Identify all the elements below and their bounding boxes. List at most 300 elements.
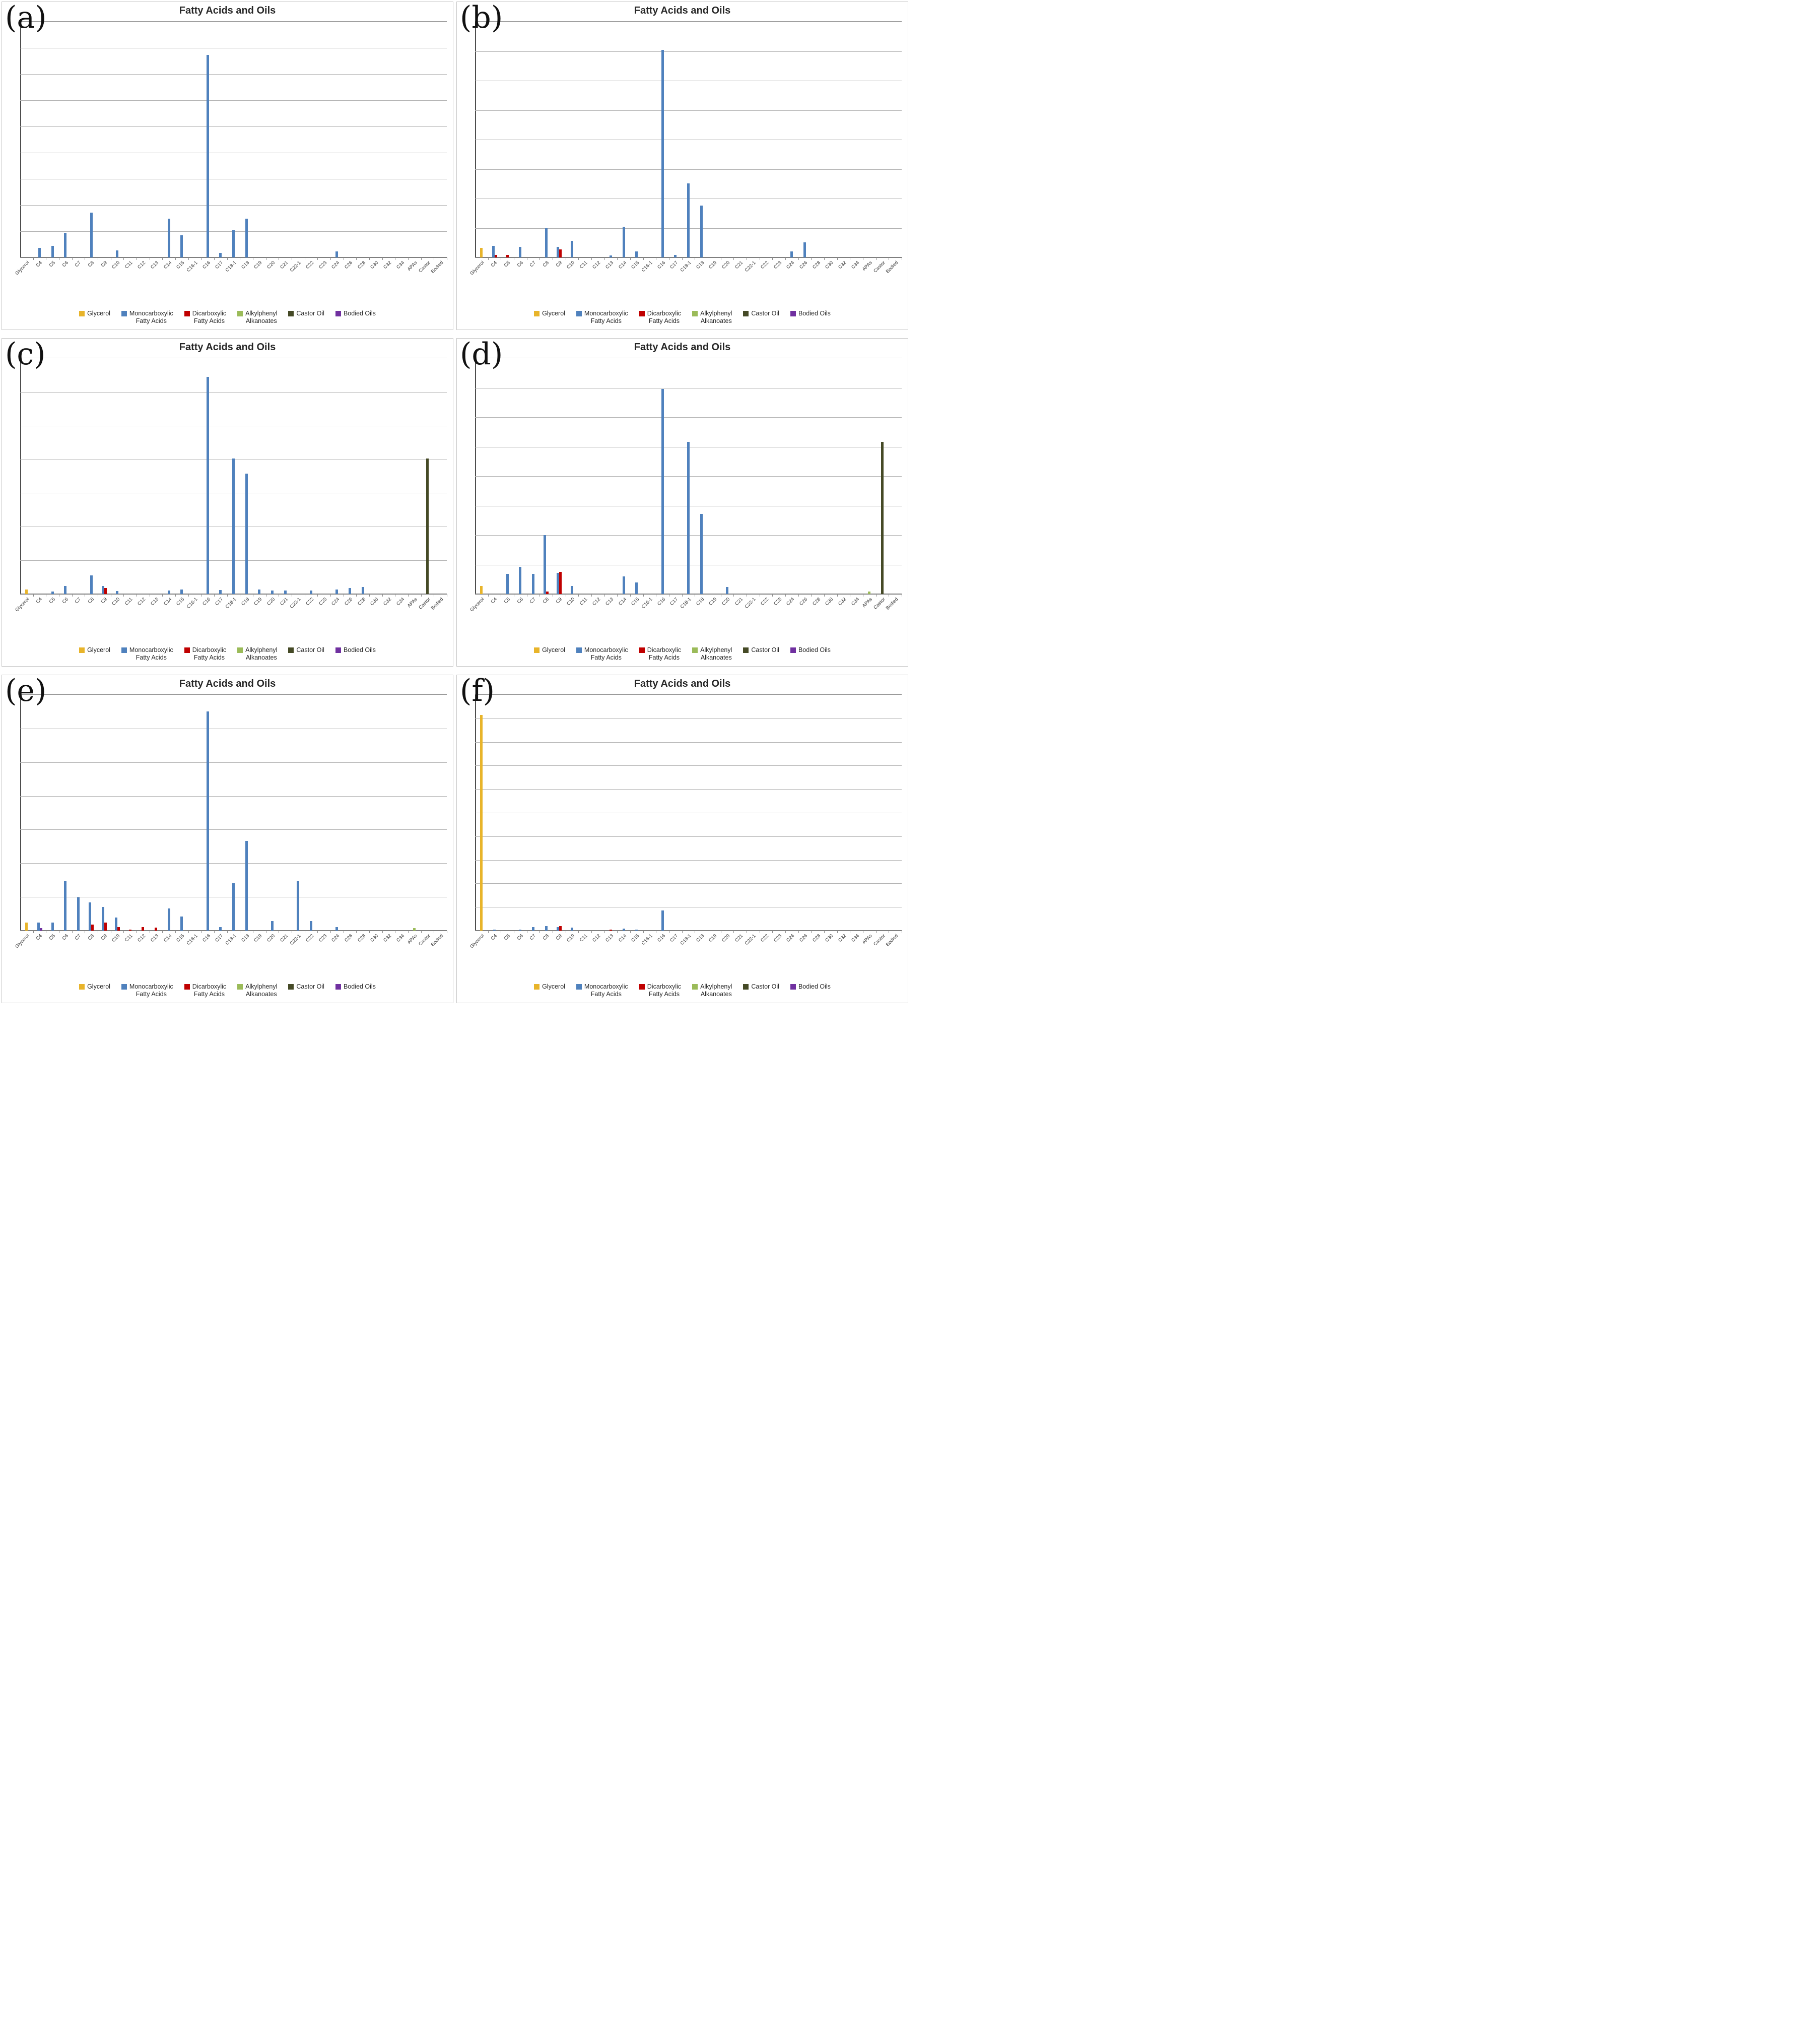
legend-label: Dicarboxylic Fatty Acids (192, 646, 227, 662)
bar-monocarboxylic-C26 (803, 242, 806, 257)
legend-label: Monocarboxylic Fatty Acids (129, 309, 173, 325)
x-tick-label-text: C18 (240, 597, 250, 607)
bar-monocarboxylic-C16 (661, 910, 664, 931)
x-tick-label-text: C34 (850, 597, 860, 607)
legend-label: Bodied Oils (798, 309, 831, 317)
chart-legend (2, 646, 453, 662)
legend-swatch-icon (288, 984, 294, 990)
bar-monocarboxylic-C22 (310, 591, 312, 594)
bar-monocarboxylic-C10 (571, 928, 573, 931)
legend-label: Alkylphenyl Alkanoates (700, 646, 732, 662)
panel-letter-label: (a) (5, 2, 47, 35)
bar-monocarboxylic-C15 (180, 590, 183, 594)
gridline (475, 883, 902, 884)
legend-swatch-icon (534, 647, 540, 653)
bar-glycerol-Glycerol (480, 586, 483, 594)
x-tick-label-text: APAs (861, 933, 873, 946)
bar-castor-Castor (881, 442, 884, 594)
x-tick-label-text: C32 (382, 260, 393, 271)
bar-monocarboxylic-C18 (245, 474, 248, 594)
plot-area (475, 358, 902, 594)
gridline (475, 836, 902, 837)
x-tick-label-text: C15 (630, 597, 641, 607)
legend-item (790, 983, 831, 991)
legend-label: Monocarboxylic Fatty Acids (584, 309, 628, 325)
legend-item (743, 983, 779, 991)
x-tick-label-text: C5 (48, 597, 56, 605)
x-tick-label-text: C16-1 (640, 597, 654, 610)
legend-item (790, 646, 831, 655)
x-tick-label-text: C18-1 (224, 597, 238, 610)
legend-swatch-icon (790, 311, 796, 316)
legend-item (79, 983, 110, 991)
bar-monocarboxylic-C20 (271, 591, 274, 594)
x-tick-label-text: C22-1 (744, 597, 757, 610)
legend-item (692, 646, 732, 662)
bar-monocarboxylic-C17 (219, 927, 222, 931)
gridline (20, 100, 447, 101)
chart-legend (457, 310, 908, 325)
bar-alkylphenyl-APAs (868, 592, 870, 594)
legend-swatch-icon (692, 311, 698, 316)
bar-monocarboxylic-C18-1 (687, 442, 690, 594)
x-tick-label-text: C5 (48, 933, 56, 942)
legend-label: Dicarboxylic Fatty Acids (647, 983, 682, 998)
legend-swatch-icon (743, 311, 749, 316)
x-tick-label-text: C26 (798, 933, 809, 944)
bar-monocarboxylic-C18-1 (232, 459, 235, 594)
bar-monocarboxylic-C19 (258, 590, 260, 594)
x-tick-label-text: C10 (111, 933, 121, 944)
x-tick-label-text: C20 (266, 260, 277, 271)
x-tick-label-text: C6 (61, 597, 70, 605)
gridline (20, 762, 447, 763)
chart-panel (2, 338, 453, 667)
x-tick-label-text: Bodied (430, 260, 444, 275)
legend-item (743, 310, 779, 318)
legend-swatch-icon (184, 984, 190, 990)
x-tick-label-text: APAs (406, 260, 419, 273)
bar-dicarboxylic-C9 (559, 249, 562, 257)
x-tick-label-text: C7 (74, 933, 83, 942)
legend-swatch-icon (639, 984, 645, 990)
x-tick-label-text: C19 (253, 597, 263, 607)
legend-item (184, 983, 226, 999)
legend-label: Bodied Oils (343, 983, 376, 990)
x-tick-label-text: C18-1 (679, 597, 693, 610)
legend-item (288, 310, 324, 318)
x-tick-label-text: C22 (760, 260, 770, 271)
x-tick-label-text: C26 (798, 260, 809, 271)
legend-swatch-icon (576, 647, 582, 653)
bar-monocarboxylic-C18-1 (687, 183, 690, 257)
legend-item (237, 646, 277, 662)
x-tick-label-text: C16 (201, 597, 212, 607)
legend-item (184, 646, 226, 662)
x-tick-label-text: C28 (811, 597, 822, 607)
x-tick-label-text: C19 (708, 933, 718, 944)
x-tick-label-text: Glycerol (14, 260, 31, 277)
x-tick-label-text: C18-1 (679, 260, 693, 274)
legend-label: Bodied Oils (798, 646, 831, 654)
bar-monocarboxylic-C5 (51, 246, 54, 257)
x-tick-label-text: C16-1 (185, 597, 199, 610)
x-tick-label-text: C11 (579, 597, 589, 607)
x-tick-label-text: C20 (266, 933, 277, 944)
legend-label: Glycerol (87, 309, 110, 317)
x-tick-label-text: C28 (356, 933, 367, 944)
x-tick-label-text: C13 (604, 260, 615, 271)
bar-castor-Castor (426, 459, 429, 594)
legend-label: Dicarboxylic Fatty Acids (192, 309, 227, 325)
legend-item (335, 646, 376, 655)
legend-item (237, 310, 277, 325)
legend-swatch-icon (534, 984, 540, 990)
x-tick-label-text: Castor (417, 597, 432, 611)
bar-monocarboxylic-C17 (674, 255, 677, 257)
x-tick-label-text: C18 (240, 260, 250, 271)
legend-item (790, 310, 831, 318)
gridline (475, 110, 902, 111)
y-axis-line (20, 695, 21, 931)
bar-monocarboxylic-C15 (635, 582, 638, 594)
bar-monocarboxylic-C6 (64, 586, 66, 594)
x-tick-label-text: C14 (617, 933, 628, 944)
gridline (475, 417, 902, 418)
legend-label: Alkylphenyl Alkanoates (245, 983, 278, 998)
x-tick-label-text: C13 (150, 597, 160, 607)
x-tick-label-text: C22-1 (289, 597, 302, 610)
bar-dicarboxylic-C9 (559, 926, 562, 931)
x-tick-label-text: C30 (369, 933, 380, 944)
x-tick-label-text: C22-1 (289, 933, 302, 947)
legend-swatch-icon (335, 984, 341, 990)
legend-label: Castor Oil (296, 646, 324, 654)
bar-monocarboxylic-C18 (700, 206, 703, 257)
x-tick-label-text: C22-1 (744, 933, 757, 947)
legend-item (576, 310, 628, 325)
x-tick-label-text: C30 (369, 597, 380, 607)
x-tick-label-text: C16 (656, 260, 666, 271)
x-tick-label-text: C14 (617, 597, 628, 607)
x-tick-label-text: C13 (604, 597, 615, 607)
plot-area (475, 694, 902, 931)
x-tick-label-text: Castor (872, 597, 887, 611)
x-tick-label-text: C8 (87, 933, 95, 942)
x-tick-label-text: C32 (382, 597, 393, 607)
page (0, 0, 910, 1006)
x-tick-label-text: C23 (317, 933, 328, 944)
bar-monocarboxylic-C16 (661, 389, 664, 594)
gridline (20, 829, 447, 830)
bar-monocarboxylic-C21 (284, 591, 287, 594)
legend-item (576, 983, 628, 999)
bar-monocarboxylic-C15 (180, 917, 183, 931)
bar-monocarboxylic-C20 (271, 921, 274, 931)
gridline (20, 205, 447, 206)
legend-item (639, 310, 681, 325)
x-tick-label-text: C30 (824, 597, 835, 607)
x-tick-label-text: C21 (733, 260, 744, 271)
legend-swatch-icon (121, 984, 127, 990)
x-tick-label-text: C19 (708, 260, 718, 271)
x-axis-labels (469, 595, 902, 627)
x-tick-label-text: C8 (542, 260, 550, 269)
legend-item (184, 310, 226, 325)
bar-monocarboxylic-C24 (335, 251, 338, 257)
x-tick-label-text: C22-1 (289, 260, 302, 274)
bar-monocarboxylic-C16 (661, 50, 664, 257)
bar-monocarboxylic-C10 (116, 591, 118, 594)
legend-swatch-icon (639, 311, 645, 316)
gridline (475, 789, 902, 790)
bar-monocarboxylic-C17 (219, 253, 222, 257)
x-tick-label-text: C28 (811, 933, 822, 944)
x-tick-label-text: C22 (305, 260, 315, 271)
x-tick-label-text: C11 (124, 933, 134, 943)
x-tick-label-text: C7 (74, 260, 83, 269)
x-tick-label-text: C13 (604, 933, 615, 944)
gridline (20, 392, 447, 393)
x-tick-label-text: C5 (503, 597, 511, 605)
x-tick-label-text: C14 (617, 260, 628, 271)
legend-item (639, 983, 681, 999)
x-tick-label-text: C9 (100, 260, 108, 269)
legend-item (534, 646, 565, 655)
x-tick-label-text: C7 (528, 933, 537, 942)
bar-monocarboxylic-C22 (310, 921, 312, 931)
x-tick-label-text: C12 (137, 260, 147, 271)
legend-swatch-icon (237, 984, 243, 990)
bar-monocarboxylic-C14 (623, 576, 625, 594)
x-tick-label-text: C13 (150, 260, 160, 271)
x-tick-label-text: C12 (591, 597, 602, 607)
legend-label: Glycerol (87, 983, 110, 990)
x-tick-label-text: Bodied (885, 260, 899, 275)
bar-dicarboxylic-C9 (104, 588, 107, 594)
bar-dicarboxylic-C13 (155, 928, 157, 931)
bar-monocarboxylic-C7 (77, 897, 80, 931)
legend-label: Monocarboxylic Fatty Acids (129, 983, 173, 998)
x-tick-label-text: C16 (656, 933, 666, 944)
x-tick-label-text: C12 (137, 933, 147, 944)
x-tick-label-text: C32 (837, 933, 848, 944)
legend-label: Alkylphenyl Alkanoates (700, 309, 732, 325)
legend-item (121, 646, 173, 662)
bar-monocarboxylic-C14 (168, 219, 170, 257)
x-tick-label-text: C10 (566, 597, 576, 607)
x-tick-label-text: C11 (124, 260, 134, 270)
x-tick-label-text: C17 (669, 933, 680, 944)
x-tick-label-text: C21 (733, 597, 744, 607)
x-tick-label-text: C24 (785, 260, 796, 271)
x-tick-label-text: C11 (579, 260, 589, 270)
x-tick-label-text: C12 (591, 260, 602, 271)
bar-dicarboxylic-C11 (129, 930, 131, 931)
x-tick-label-text: C24 (330, 260, 341, 271)
x-tick-label-text: APAs (861, 260, 873, 273)
legend-swatch-icon (335, 647, 341, 653)
x-tick-label-text: Glycerol (14, 597, 31, 613)
x-tick-label-text: C17 (669, 260, 680, 271)
legend-swatch-icon (79, 647, 85, 653)
x-tick-label-text: C18-1 (679, 933, 693, 947)
legend-label: Dicarboxylic Fatty Acids (192, 983, 227, 998)
legend-swatch-icon (576, 984, 582, 990)
legend-label: Dicarboxylic Fatty Acids (647, 646, 682, 662)
chart-title: Fatty Acids and Oils (179, 342, 276, 353)
x-tick-label-text: C34 (850, 260, 860, 271)
x-tick-label-text: C23 (317, 260, 328, 271)
bar-monocarboxylic-C26 (349, 588, 351, 594)
bar-monocarboxylic-C8 (90, 575, 93, 594)
x-tick-label-text: C26 (344, 597, 354, 607)
bar-monocarboxylic-C15 (635, 251, 638, 257)
x-tick-label-text: C34 (395, 933, 406, 944)
legend-label: Alkylphenyl Alkanoates (245, 646, 278, 662)
x-tick-label-text: C16 (201, 933, 212, 944)
bar-monocarboxylic-C24 (335, 590, 338, 594)
chart-title: Fatty Acids and Oils (634, 678, 731, 689)
bar-monocarboxylic-C16 (207, 711, 209, 931)
x-tick-label-text: C34 (395, 597, 406, 607)
x-tick-label-text: Bodied (885, 933, 899, 948)
legend-label: Bodied Oils (798, 983, 831, 990)
gridline (20, 863, 447, 864)
legend-item (692, 983, 732, 999)
x-tick-label-text: C7 (528, 597, 537, 605)
x-tick-label-text: C14 (162, 260, 173, 271)
legend-label: Castor Oil (751, 309, 779, 317)
x-tick-label-text: C4 (490, 933, 499, 942)
x-tick-label-text: Glycerol (14, 933, 31, 950)
bar-monocarboxylic-C24 (335, 927, 338, 931)
chart-legend (457, 983, 908, 999)
bar-monocarboxylic-C7 (532, 927, 534, 931)
bar-monocarboxylic-C24 (790, 251, 793, 257)
legend-item (79, 646, 110, 655)
x-tick-label-text: C9 (100, 933, 108, 942)
legend-label: Bodied Oils (343, 309, 376, 317)
x-tick-label-text: C15 (630, 260, 641, 271)
x-tick-label-text: APAs (406, 597, 419, 609)
bar-monocarboxylic-C8 (545, 926, 548, 931)
x-tick-label-text: C6 (516, 933, 524, 942)
legend-label: Glycerol (542, 646, 565, 654)
x-tick-label-text: C23 (317, 597, 328, 607)
x-tick-label-text: C32 (837, 597, 848, 607)
x-tick-label-text: C10 (566, 933, 576, 944)
legend-label: Glycerol (542, 309, 565, 317)
x-tick-label-text: C19 (708, 597, 718, 607)
legend-item (743, 646, 779, 655)
legend-item (288, 983, 324, 991)
x-tick-label-text: Bodied (885, 597, 899, 611)
gridline (475, 765, 902, 766)
bar-monocarboxylic-C6 (519, 247, 521, 257)
bar-monocarboxylic-C15 (180, 235, 183, 257)
legend-swatch-icon (576, 311, 582, 316)
x-tick-label-text: Castor (417, 933, 432, 947)
x-tick-label-text: C9 (555, 933, 563, 942)
bar-monocarboxylic-C18 (245, 841, 248, 931)
bar-monocarboxylic-C8 (545, 228, 548, 258)
legend-swatch-icon (790, 984, 796, 990)
legend-item (692, 310, 732, 325)
x-tick-label-text: C18 (695, 260, 705, 271)
x-tick-label-text: C18 (695, 933, 705, 944)
x-tick-label-text: Bodied (430, 597, 444, 611)
x-axis-labels (14, 931, 447, 963)
legend-label: Monocarboxylic Fatty Acids (584, 983, 628, 998)
bar-monocarboxylic-C10 (571, 586, 573, 594)
bar-monocarboxylic-C18 (245, 219, 248, 257)
bar-monocarboxylic-C8 (544, 535, 546, 594)
x-tick-label-text: C26 (344, 933, 354, 944)
x-tick-label-text: C21 (279, 260, 289, 271)
x-tick-label-text: C13 (150, 933, 160, 944)
x-tick-label-text: C24 (785, 597, 796, 607)
x-tick-label-text: C21 (279, 597, 289, 607)
gridline (20, 74, 447, 75)
x-tick-label-text: C17 (214, 933, 225, 944)
gridline (20, 126, 447, 127)
x-tick-label-text: C10 (111, 597, 121, 607)
x-tick-label-text: C22 (305, 933, 315, 944)
x-tick-label-text: C30 (824, 933, 835, 944)
x-tick-label-text: C6 (61, 260, 70, 269)
x-tick-label-text: C11 (579, 933, 589, 943)
x-tick-label-text: APAs (861, 597, 873, 609)
bar-monocarboxylic-C13 (610, 255, 612, 257)
x-tick-label-text: C16-1 (640, 260, 654, 274)
chart-panel (456, 675, 908, 1003)
legend-swatch-icon (184, 647, 190, 653)
x-tick-label-text: C16 (656, 597, 666, 607)
x-tick-label-text: C4 (35, 260, 44, 269)
chart-panel (456, 338, 908, 667)
x-tick-label-text: C23 (772, 933, 783, 944)
bar-dicarboxylic-C8 (546, 592, 549, 594)
bar-glycerol-Glycerol (25, 590, 28, 594)
x-tick-label-text: C15 (175, 933, 186, 944)
x-tick-label-text: C9 (555, 260, 563, 269)
x-axis-labels (469, 931, 902, 963)
x-tick-label-text: C21 (279, 933, 289, 944)
bar-monocarboxylic-C18 (700, 514, 703, 594)
x-tick-label-text: C21 (733, 933, 744, 944)
bar-dicarboxylic-C9 (559, 572, 562, 594)
x-tick-label-text: C5 (503, 933, 511, 942)
bar-monocarboxylic-C28 (362, 587, 364, 594)
panel-letter-label: (c) (5, 338, 46, 372)
x-tick-label-text: C20 (721, 933, 731, 944)
legend-swatch-icon (692, 984, 698, 990)
charts-grid (0, 2, 910, 1003)
legend-swatch-icon (692, 647, 698, 653)
bar-bodied-C4 (40, 928, 42, 931)
plot-area (20, 21, 447, 257)
legend-swatch-icon (288, 311, 294, 316)
x-tick-label-text: C9 (555, 597, 563, 605)
x-tick-label-text: C6 (516, 260, 524, 269)
legend-swatch-icon (639, 647, 645, 653)
bar-monocarboxylic-C15 (635, 930, 638, 931)
x-tick-label-text: C26 (798, 597, 809, 607)
x-tick-label-text: C10 (566, 260, 576, 271)
bar-dicarboxylic-C10 (117, 927, 120, 931)
bar-monocarboxylic-C16 (207, 55, 209, 257)
